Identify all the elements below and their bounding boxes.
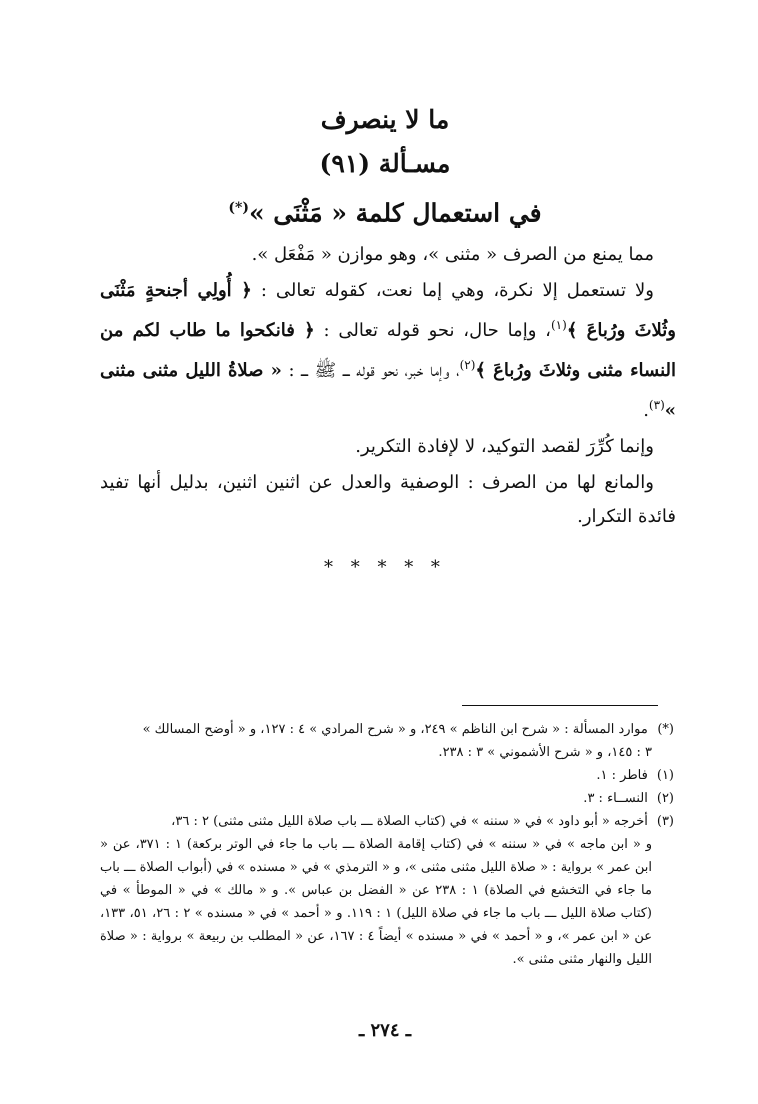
footnote-marker-1: (١) [550, 318, 567, 332]
footnote-text: النســاء : ٣. [583, 791, 648, 806]
section-title: ما لا ينصرف [320, 105, 450, 134]
footnote-marker-3: (٣) [648, 398, 665, 412]
p2-part-d: . [643, 400, 649, 421]
footnote-2 [100, 787, 674, 810]
section-divider-stars: * * * * * [324, 557, 446, 578]
paragraph-4: والمانع لها من الصرف : الوصفية والعدل عن اثنين اثنين، بدليل أنها تفيد فائدة التكرار. [100, 472, 676, 527]
footnote-number: (١) [656, 768, 674, 783]
topic-footnote-marker: (*) [228, 200, 249, 216]
body-text [100, 238, 676, 536]
paragraph-3: وإنما كُرِّرَ لقصد التوكيد، لا لإفادة التكرير. [355, 436, 654, 457]
paragraph-2 [100, 274, 676, 428]
topic-title [100, 188, 670, 233]
footnotes [100, 718, 674, 971]
hadith-quote: « صلاةُ الليل مثنى مثنى » [100, 360, 676, 421]
footnote-text: أخرجه « أبو داود » في « سننه » في (كتاب الصلاة ـــ باب صلاة الليل مثنى مثنى) ٢ : ٣٦، [171, 814, 648, 829]
quran-quote-1: ﴿ أُولِي أجنحةٍ مَثْنَى وثُلاثَ ورُباعَ ﴾ [100, 280, 677, 341]
footnote-1 [100, 764, 674, 787]
p2-part-c: ، وإما خبر، نحو قوله ـــ ﷺ ـــ : [281, 360, 460, 381]
footnote-number: (*) [657, 722, 674, 737]
headings-block [100, 100, 670, 237]
footnote-number: (٣) [656, 814, 674, 829]
footnote-number: (٢) [656, 791, 674, 806]
p2-part-a: ولا تستعمل إلا نكرة، وهي إما نعت، كقوله تعالى : [251, 280, 654, 301]
footnote-text: فاطر : ١. [596, 768, 648, 783]
quran-quote-2: ﴿ فانكحوا ما طاب لكم من النساء مثنى وثلاثَ ورُباعَ ﴾ [100, 320, 676, 381]
footnote-continuation: و « ابن ماجه » في « سننه » في (كتاب إقامة الصلاة ـــ باب ما جاء في الوتر بركعة) ١ : ٣٧١، عن « ابن عمر » برواية : « صلاة الليل مثنى مثنى »، و « الترمذي » في « مسنده » في (أبواب الصلاة ـــ باب ما جاء في التخشع في الصلاة) ١ : ٢٣٨ عن « الفضل بن عباس ». و « مالك » في « الموطأ » في (كتاب صلاة الليل ـــ باب ما جاء في صلاة الليل) ١ : ١١٩. و « أحمد » في « مسنده » ٢ : ٢٦، ٥١، ١٣٣، عن « ابن عمر »، و « أحمد » في « مسنده » أيضاً ٤ : ١٦٧، عن « المطلب بن ربيعة » برواية : « صلاة الليل والنهار مثنى مثنى ». [100, 837, 653, 967]
footnote-star [100, 718, 674, 764]
paragraph-1: مما يمنع من الصرف « مثنى »، وهو موازن « مَفْعَل ». [251, 244, 654, 265]
footnote-continuation: ٣ : ١٤٥، و « شرح الأشموني » ٣ : ٢٣٨. [438, 745, 652, 760]
p2-part-b: ، وإما حال، نحو قوله تعالى : [314, 320, 551, 341]
footnote-text: موارد المسألة : « شرح ابن الناظم » ٢٤٩، و « شرح المرادي » ٤ : ١٢٧، و « أوضح المسالك » [142, 722, 648, 737]
page-number: ـ ٢٧٤ ـ [358, 1020, 412, 1041]
footnote-3 [100, 810, 674, 971]
footnote-marker-2: (٢) [459, 358, 476, 372]
issue-title: مسـألة (٩١) [319, 149, 451, 178]
footnote-rule [462, 705, 658, 706]
topic-title-text: في استعمال كلمة « مَثْنَى » [248, 198, 542, 228]
